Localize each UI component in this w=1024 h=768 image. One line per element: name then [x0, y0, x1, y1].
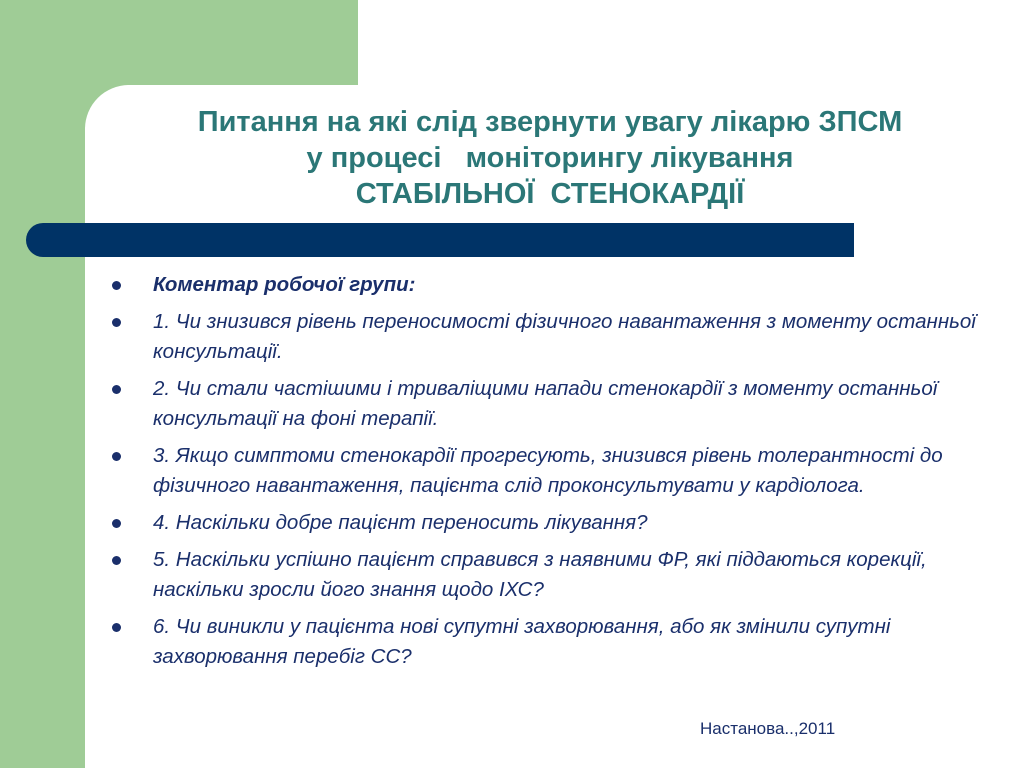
footer-citation: Настанова..,2011: [700, 719, 836, 738]
title-line-1: Питання на які слід звернути увагу лікарю ЗПСМ: [197, 106, 903, 138]
bullet-text: 1. Чи знизився рівень переносимості фізичного навантаження з моменту останньої консультації.: [153, 310, 976, 363]
slide-title: [120, 104, 980, 212]
bullet-dot-icon: [112, 452, 121, 461]
bullet-dot-icon: [112, 623, 121, 632]
bullet-list: [108, 270, 988, 679]
bullet-text: 4. Наскільки добре пацієнт переносить лікування?: [153, 511, 648, 534]
bullet-text: Коментар робочої групи:: [153, 273, 416, 296]
bullet-text: 5. Наскільки успішно пацієнт справився з наявними ФР, які піддаються корекції, наскільки зросли його знання щодо ІХС?: [153, 548, 927, 601]
bullet-dot-icon: [112, 385, 121, 394]
bullet-dot-icon: [112, 556, 121, 565]
bullet-item-4: [108, 508, 988, 538]
title-line-2: у процесі моніторингу лікування: [306, 142, 794, 174]
bullet-item-1: [108, 307, 988, 367]
bullet-text: 6. Чи виникли у пацієнта нові супутні захворювання, або як змінили супутні захворювання перебіг СС?: [153, 615, 891, 668]
bullet-dot-icon: [112, 281, 121, 290]
bullet-item-3: [108, 441, 988, 501]
bullet-dot-icon: [112, 318, 121, 327]
title-divider-bar: [26, 223, 854, 257]
title-line-3: СТАБІЛЬНОЇ СТЕНОКАРДІЇ: [355, 178, 745, 210]
bullet-item-5: [108, 545, 988, 605]
bullet-text: 2. Чи стали частішими і триваліщими напади стенокардії з моменту останньої консультації на фоні терапії.: [153, 377, 938, 430]
bullet-item-6: [108, 612, 988, 672]
bullet-dot-icon: [112, 519, 121, 528]
bullet-text: 3. Якщо симптоми стенокардії прогресують, знизився рівень толерантності до фізичного навантаження, пацієнта слід проконсультувати у кардіолога.: [153, 444, 943, 497]
bullet-item-heading: [108, 270, 988, 300]
bullet-item-2: [108, 374, 988, 434]
